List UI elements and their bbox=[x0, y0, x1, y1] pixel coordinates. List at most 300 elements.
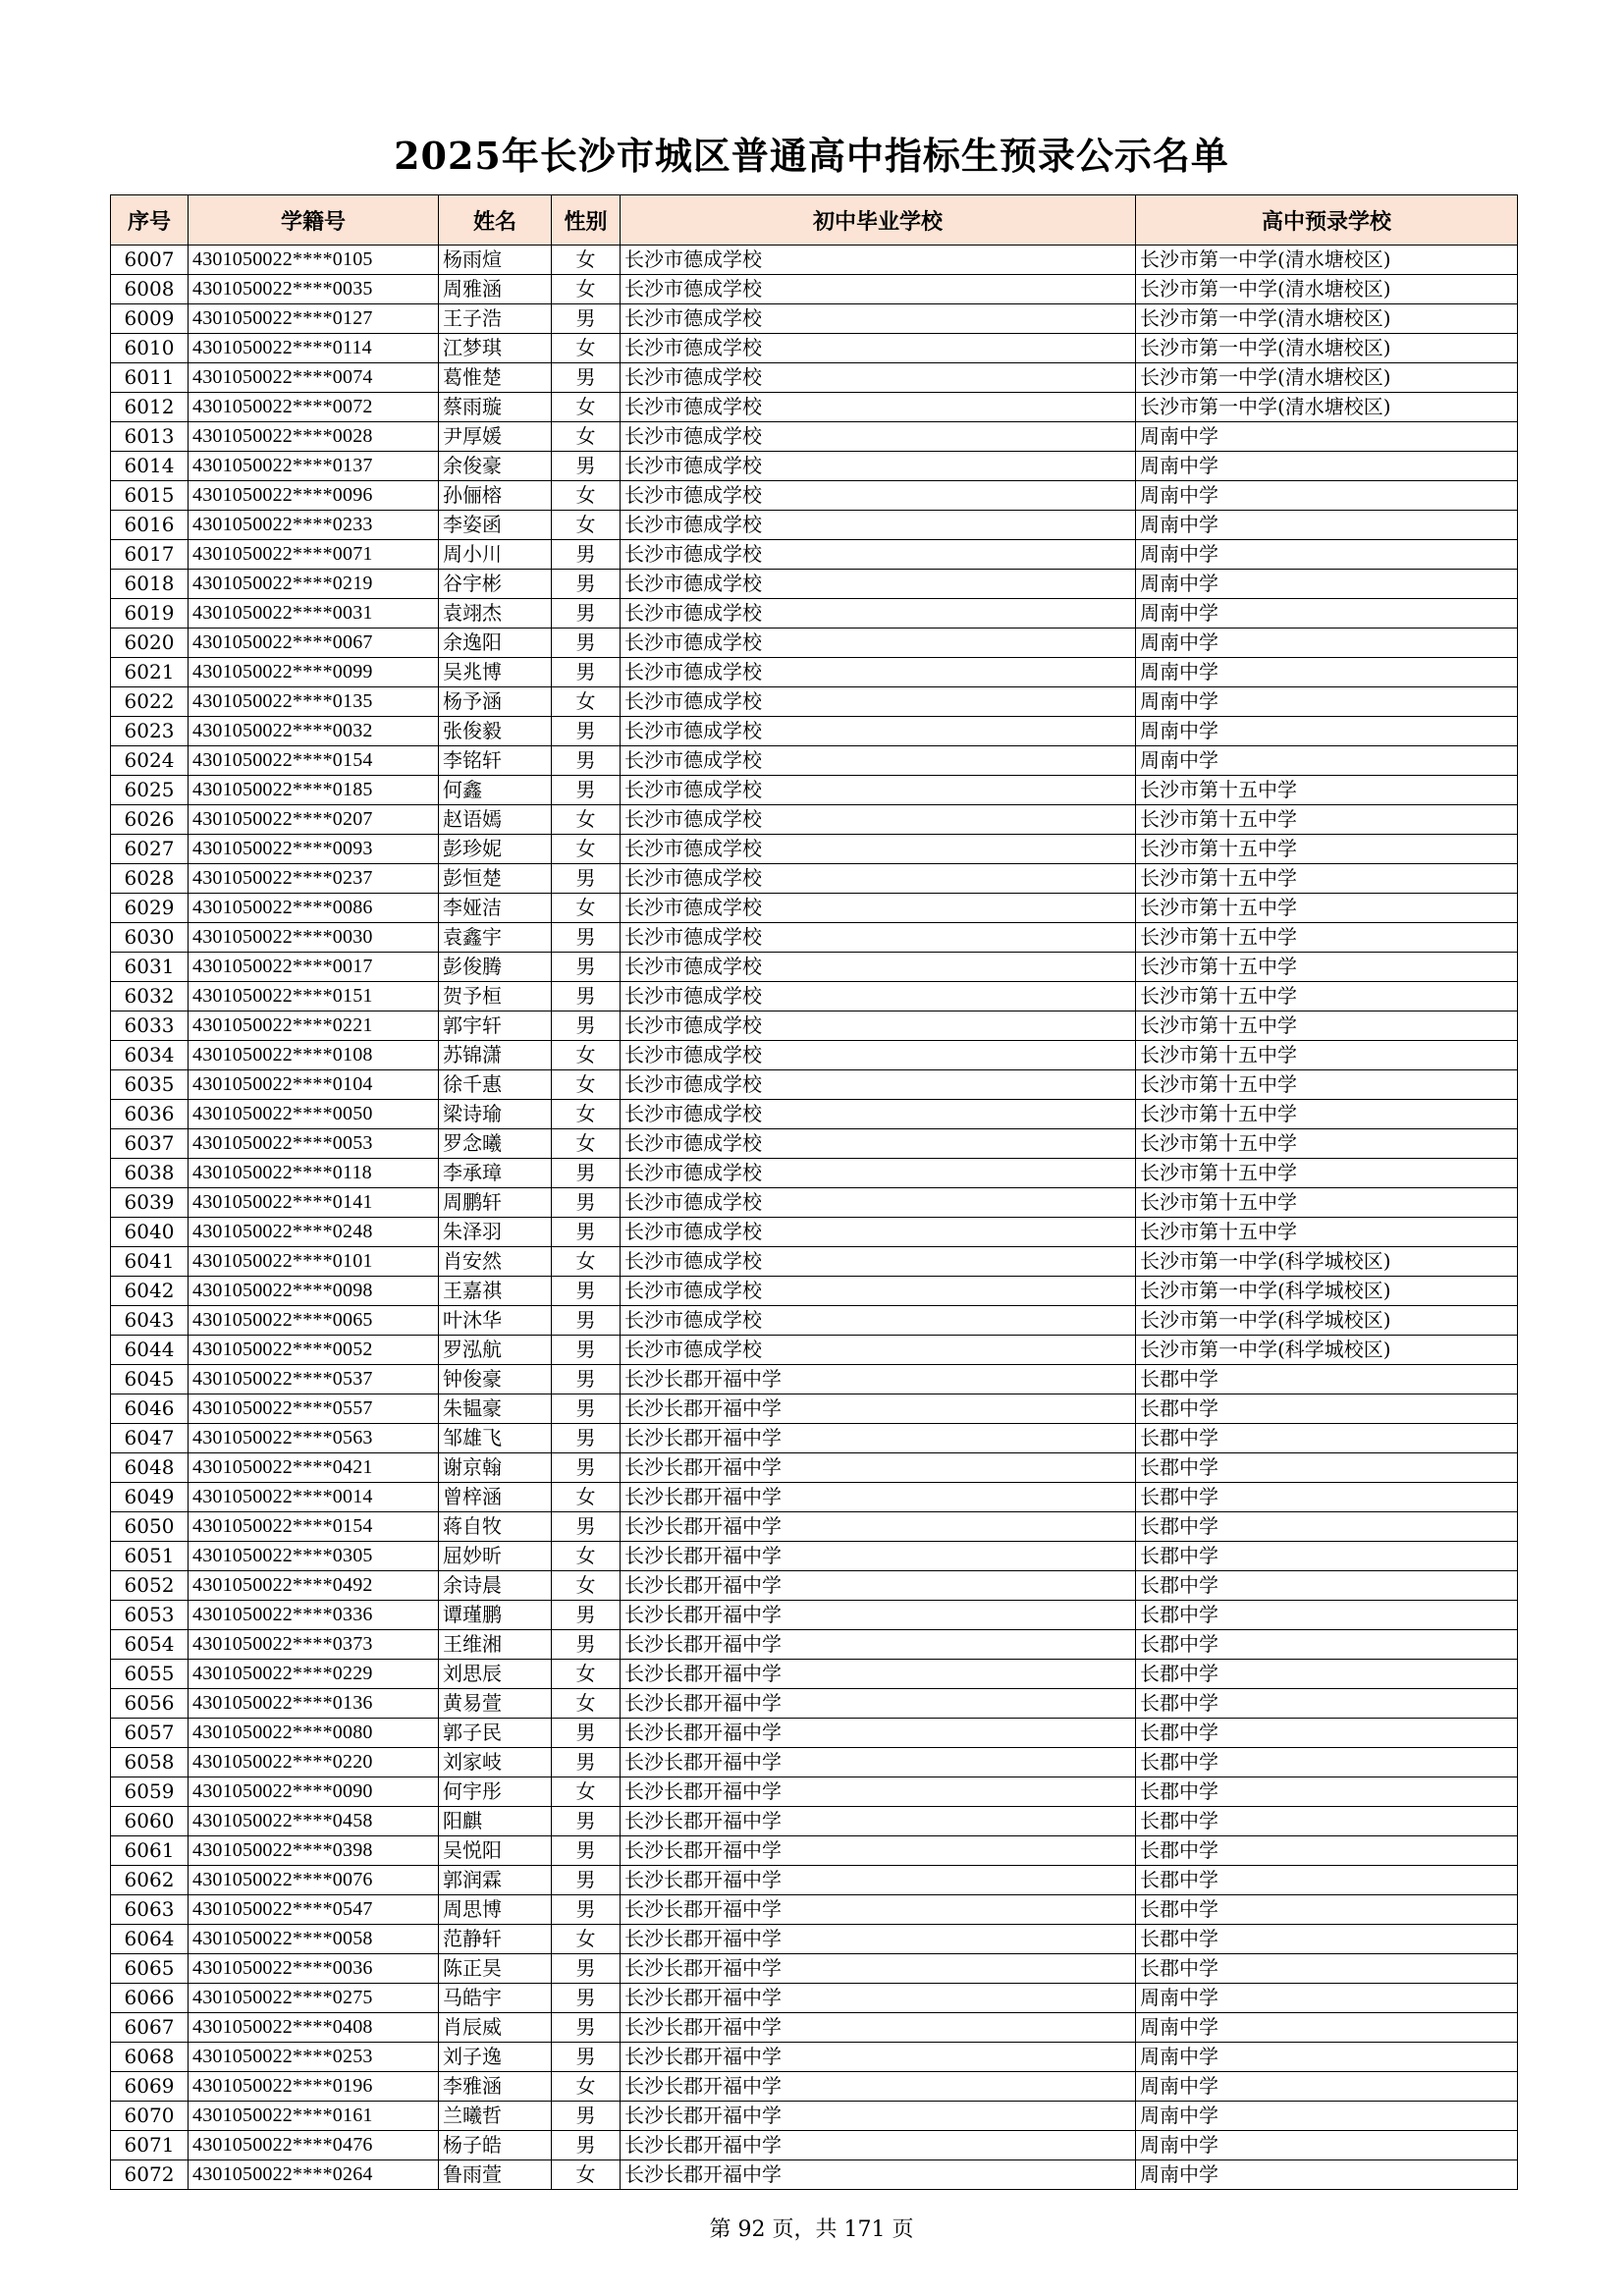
cell-name: 郭润霖 bbox=[439, 1866, 552, 1895]
cell-student-id: 4301050022****0398 bbox=[189, 1836, 439, 1866]
table-row bbox=[111, 2043, 1518, 2072]
cell-junior-school: 长沙市德成学校 bbox=[621, 1218, 1136, 1247]
table-row bbox=[111, 1041, 1518, 1070]
cell-senior-school: 长沙市第一中学(清水塘校区) bbox=[1136, 393, 1518, 422]
cell-gender: 女 bbox=[552, 1129, 621, 1159]
cell-student-id: 4301050022****0557 bbox=[189, 1394, 439, 1424]
cell-student-id: 4301050022****0275 bbox=[189, 1984, 439, 2013]
table-row bbox=[111, 1807, 1518, 1836]
cell-name: 王子浩 bbox=[439, 304, 552, 334]
cell-student-id: 4301050022****0065 bbox=[189, 1306, 439, 1336]
cell-gender: 男 bbox=[552, 1188, 621, 1218]
cell-seq: 6028 bbox=[111, 864, 189, 894]
cell-seq: 6026 bbox=[111, 805, 189, 835]
cell-student-id: 4301050022****0074 bbox=[189, 363, 439, 393]
cell-name: 徐千惠 bbox=[439, 1070, 552, 1100]
cell-senior-school: 长沙市第十五中学 bbox=[1136, 835, 1518, 864]
cell-senior-school: 周南中学 bbox=[1136, 2013, 1518, 2043]
cell-senior-school: 长沙市第十五中学 bbox=[1136, 805, 1518, 835]
cell-seq: 6014 bbox=[111, 452, 189, 481]
cell-gender: 男 bbox=[552, 452, 621, 481]
cell-gender: 女 bbox=[552, 1041, 621, 1070]
cell-gender: 男 bbox=[552, 2131, 621, 2160]
cell-name: 谭瑾鹏 bbox=[439, 1601, 552, 1630]
cell-gender: 男 bbox=[552, 570, 621, 599]
table-row bbox=[111, 835, 1518, 864]
cell-name: 彭珍妮 bbox=[439, 835, 552, 864]
cell-student-id: 4301050022****0492 bbox=[189, 1571, 439, 1601]
cell-senior-school: 周南中学 bbox=[1136, 2043, 1518, 2072]
cell-seq: 6009 bbox=[111, 304, 189, 334]
cell-junior-school: 长沙市德成学校 bbox=[621, 1277, 1136, 1306]
cell-senior-school: 长郡中学 bbox=[1136, 1748, 1518, 1777]
cell-gender: 男 bbox=[552, 776, 621, 805]
cell-senior-school: 周南中学 bbox=[1136, 2131, 1518, 2160]
table-header bbox=[111, 195, 1518, 246]
table-row bbox=[111, 481, 1518, 511]
cell-senior-school: 长郡中学 bbox=[1136, 1630, 1518, 1660]
cell-student-id: 4301050022****0136 bbox=[189, 1689, 439, 1719]
cell-student-id: 4301050022****0196 bbox=[189, 2072, 439, 2102]
cell-junior-school: 长沙市德成学校 bbox=[621, 511, 1136, 540]
cell-name: 何宇彤 bbox=[439, 1777, 552, 1807]
cell-student-id: 4301050022****0476 bbox=[189, 2131, 439, 2160]
cell-student-id: 4301050022****0036 bbox=[189, 1954, 439, 1984]
cell-gender: 男 bbox=[552, 1336, 621, 1365]
cell-student-id: 4301050022****0563 bbox=[189, 1424, 439, 1453]
cell-seq: 6068 bbox=[111, 2043, 189, 2072]
table-row bbox=[111, 1984, 1518, 2013]
cell-seq: 6038 bbox=[111, 1159, 189, 1188]
cell-junior-school: 长沙市德成学校 bbox=[621, 982, 1136, 1011]
cell-gender: 男 bbox=[552, 599, 621, 629]
cell-junior-school: 长沙市德成学校 bbox=[621, 1247, 1136, 1277]
cell-name: 罗泓航 bbox=[439, 1336, 552, 1365]
cell-junior-school: 长沙长郡开福中学 bbox=[621, 2102, 1136, 2131]
cell-senior-school: 长郡中学 bbox=[1136, 1512, 1518, 1542]
cell-seq: 6062 bbox=[111, 1866, 189, 1895]
cell-junior-school: 长沙长郡开福中学 bbox=[621, 1748, 1136, 1777]
cell-name: 谷宇彬 bbox=[439, 570, 552, 599]
table-row bbox=[111, 1129, 1518, 1159]
cell-senior-school: 长沙市第十五中学 bbox=[1136, 1159, 1518, 1188]
cell-seq: 6039 bbox=[111, 1188, 189, 1218]
cell-name: 杨予涵 bbox=[439, 687, 552, 717]
cell-senior-school: 长沙市第十五中学 bbox=[1136, 1041, 1518, 1070]
cell-junior-school: 长沙市德成学校 bbox=[621, 1129, 1136, 1159]
cell-senior-school: 长沙市第一中学(科学城校区) bbox=[1136, 1336, 1518, 1365]
cell-seq: 6066 bbox=[111, 1984, 189, 2013]
cell-seq: 6054 bbox=[111, 1630, 189, 1660]
cell-senior-school: 周南中学 bbox=[1136, 629, 1518, 658]
table-row bbox=[111, 1689, 1518, 1719]
cell-name: 张俊毅 bbox=[439, 717, 552, 746]
cell-seq: 6069 bbox=[111, 2072, 189, 2102]
cell-senior-school: 长郡中学 bbox=[1136, 1660, 1518, 1689]
cell-junior-school: 长沙长郡开福中学 bbox=[621, 1836, 1136, 1866]
cell-senior-school: 周南中学 bbox=[1136, 481, 1518, 511]
table-row bbox=[111, 864, 1518, 894]
cell-student-id: 4301050022****0336 bbox=[189, 1601, 439, 1630]
cell-senior-school: 长沙市第十五中学 bbox=[1136, 982, 1518, 1011]
cell-senior-school: 长郡中学 bbox=[1136, 1453, 1518, 1483]
cell-name: 彭恒楚 bbox=[439, 864, 552, 894]
cell-seq: 6032 bbox=[111, 982, 189, 1011]
cell-seq: 6065 bbox=[111, 1954, 189, 1984]
table-row bbox=[111, 1306, 1518, 1336]
cell-seq: 6058 bbox=[111, 1748, 189, 1777]
cell-gender: 男 bbox=[552, 2043, 621, 2072]
cell-senior-school: 长郡中学 bbox=[1136, 1483, 1518, 1512]
table-row bbox=[111, 1542, 1518, 1571]
cell-seq: 6015 bbox=[111, 481, 189, 511]
cell-senior-school: 周南中学 bbox=[1136, 687, 1518, 717]
cell-seq: 6017 bbox=[111, 540, 189, 570]
cell-seq: 6053 bbox=[111, 1601, 189, 1630]
cell-gender: 男 bbox=[552, 2102, 621, 2131]
cell-name: 钟俊豪 bbox=[439, 1365, 552, 1394]
cell-junior-school: 长沙长郡开福中学 bbox=[621, 1895, 1136, 1925]
table-row bbox=[111, 1836, 1518, 1866]
cell-name: 贺予桓 bbox=[439, 982, 552, 1011]
cell-name: 屈妙昕 bbox=[439, 1542, 552, 1571]
table-row bbox=[111, 1394, 1518, 1424]
cell-senior-school: 长沙市第十五中学 bbox=[1136, 1100, 1518, 1129]
cell-gender: 女 bbox=[552, 835, 621, 864]
cell-senior-school: 长沙市第十五中学 bbox=[1136, 1218, 1518, 1247]
cell-student-id: 4301050022****0050 bbox=[189, 1100, 439, 1129]
cell-senior-school: 周南中学 bbox=[1136, 570, 1518, 599]
cell-name: 范静轩 bbox=[439, 1925, 552, 1954]
table-row bbox=[111, 658, 1518, 687]
cell-gender: 女 bbox=[552, 246, 621, 275]
cell-seq: 6021 bbox=[111, 658, 189, 687]
cell-name: 肖安然 bbox=[439, 1247, 552, 1277]
cell-name: 曾梓涵 bbox=[439, 1483, 552, 1512]
cell-student-id: 4301050022****0086 bbox=[189, 894, 439, 923]
cell-junior-school: 长沙长郡开福中学 bbox=[621, 1954, 1136, 1984]
cell-name: 刘思辰 bbox=[439, 1660, 552, 1689]
cell-seq: 6011 bbox=[111, 363, 189, 393]
cell-junior-school: 长沙长郡开福中学 bbox=[621, 2131, 1136, 2160]
cell-gender: 男 bbox=[552, 1424, 621, 1453]
table-row bbox=[111, 894, 1518, 923]
cell-senior-school: 长沙市第十五中学 bbox=[1136, 1070, 1518, 1100]
cell-senior-school: 长沙市第一中学(科学城校区) bbox=[1136, 1306, 1518, 1336]
cell-name: 余逸阳 bbox=[439, 629, 552, 658]
cell-gender: 男 bbox=[552, 864, 621, 894]
table-row bbox=[111, 246, 1518, 275]
header-row bbox=[111, 195, 1518, 246]
cell-seq: 6063 bbox=[111, 1895, 189, 1925]
cell-gender: 女 bbox=[552, 1247, 621, 1277]
cell-seq: 6018 bbox=[111, 570, 189, 599]
cell-name: 余诗晨 bbox=[439, 1571, 552, 1601]
cell-senior-school: 长郡中学 bbox=[1136, 1394, 1518, 1424]
cell-gender: 男 bbox=[552, 1277, 621, 1306]
cell-junior-school: 长沙市德成学校 bbox=[621, 1306, 1136, 1336]
cell-name: 赵语嫣 bbox=[439, 805, 552, 835]
cell-gender: 女 bbox=[552, 511, 621, 540]
table-row bbox=[111, 570, 1518, 599]
cell-name: 杨雨煊 bbox=[439, 246, 552, 275]
cell-junior-school: 长沙长郡开福中学 bbox=[621, 2160, 1136, 2190]
cell-gender: 男 bbox=[552, 717, 621, 746]
cell-junior-school: 长沙市德成学校 bbox=[621, 275, 1136, 304]
cell-seq: 6043 bbox=[111, 1306, 189, 1336]
cell-student-id: 4301050022****0219 bbox=[189, 570, 439, 599]
cell-junior-school: 长沙长郡开福中学 bbox=[621, 1984, 1136, 2013]
table-row bbox=[111, 923, 1518, 953]
cell-seq: 6007 bbox=[111, 246, 189, 275]
cell-seq: 6064 bbox=[111, 1925, 189, 1954]
cell-gender: 男 bbox=[552, 658, 621, 687]
cell-junior-school: 长沙市德成学校 bbox=[621, 629, 1136, 658]
cell-junior-school: 长沙市德成学校 bbox=[621, 805, 1136, 835]
table-row bbox=[111, 1895, 1518, 1925]
cell-junior-school: 长沙市德成学校 bbox=[621, 363, 1136, 393]
cell-junior-school: 长沙市德成学校 bbox=[621, 540, 1136, 570]
cell-seq: 6027 bbox=[111, 835, 189, 864]
cell-student-id: 4301050022****0547 bbox=[189, 1895, 439, 1925]
table-row bbox=[111, 953, 1518, 982]
cell-student-id: 4301050022****0017 bbox=[189, 953, 439, 982]
cell-name: 陈正昊 bbox=[439, 1954, 552, 1984]
cell-gender: 女 bbox=[552, 1925, 621, 1954]
cell-student-id: 4301050022****0248 bbox=[189, 1218, 439, 1247]
cell-name: 刘家岐 bbox=[439, 1748, 552, 1777]
cell-name: 周思博 bbox=[439, 1895, 552, 1925]
table-row bbox=[111, 511, 1518, 540]
table-row bbox=[111, 422, 1518, 452]
cell-name: 王维湘 bbox=[439, 1630, 552, 1660]
cell-seq: 6050 bbox=[111, 1512, 189, 1542]
cell-seq: 6059 bbox=[111, 1777, 189, 1807]
cell-name: 兰曦哲 bbox=[439, 2102, 552, 2131]
cell-senior-school: 长郡中学 bbox=[1136, 1954, 1518, 1984]
cell-seq: 6041 bbox=[111, 1247, 189, 1277]
cell-name: 孙俪榕 bbox=[439, 481, 552, 511]
cell-senior-school: 周南中学 bbox=[1136, 540, 1518, 570]
table-row bbox=[111, 1571, 1518, 1601]
cell-student-id: 4301050022****0104 bbox=[189, 1070, 439, 1100]
cell-seq: 6013 bbox=[111, 422, 189, 452]
cell-senior-school: 长沙市第十五中学 bbox=[1136, 1129, 1518, 1159]
cell-student-id: 4301050022****0099 bbox=[189, 658, 439, 687]
cell-name: 杨子皓 bbox=[439, 2131, 552, 2160]
table-row bbox=[111, 982, 1518, 1011]
cell-senior-school: 长郡中学 bbox=[1136, 1542, 1518, 1571]
cell-junior-school: 长沙长郡开福中学 bbox=[621, 2043, 1136, 2072]
cell-name: 李雅涵 bbox=[439, 2072, 552, 2102]
cell-gender: 男 bbox=[552, 540, 621, 570]
cell-name: 邹雄飞 bbox=[439, 1424, 552, 1453]
cell-student-id: 4301050022****0220 bbox=[189, 1748, 439, 1777]
cell-name: 吴兆博 bbox=[439, 658, 552, 687]
table-row bbox=[111, 275, 1518, 304]
cell-junior-school: 长沙市德成学校 bbox=[621, 599, 1136, 629]
cell-name: 李娅洁 bbox=[439, 894, 552, 923]
cell-junior-school: 长沙市德成学校 bbox=[621, 334, 1136, 363]
cell-seq: 6031 bbox=[111, 953, 189, 982]
cell-senior-school: 长郡中学 bbox=[1136, 1689, 1518, 1719]
header-student-id: 学籍号 bbox=[189, 195, 439, 246]
table-row bbox=[111, 2102, 1518, 2131]
table-row bbox=[111, 1719, 1518, 1748]
cell-name: 阳麒 bbox=[439, 1807, 552, 1836]
table-row bbox=[111, 746, 1518, 776]
table-row bbox=[111, 1070, 1518, 1100]
cell-seq: 6033 bbox=[111, 1011, 189, 1041]
table-row bbox=[111, 1218, 1518, 1247]
cell-student-id: 4301050022****0264 bbox=[189, 2160, 439, 2190]
cell-gender: 女 bbox=[552, 1100, 621, 1129]
cell-senior-school: 周南中学 bbox=[1136, 452, 1518, 481]
cell-senior-school: 长郡中学 bbox=[1136, 1601, 1518, 1630]
cell-seq: 6049 bbox=[111, 1483, 189, 1512]
cell-senior-school: 周南中学 bbox=[1136, 717, 1518, 746]
cell-junior-school: 长沙市德成学校 bbox=[621, 1070, 1136, 1100]
cell-name: 黄易萱 bbox=[439, 1689, 552, 1719]
cell-senior-school: 长郡中学 bbox=[1136, 1571, 1518, 1601]
cell-seq: 6036 bbox=[111, 1100, 189, 1129]
cell-gender: 男 bbox=[552, 1807, 621, 1836]
cell-senior-school: 长沙市第十五中学 bbox=[1136, 864, 1518, 894]
cell-junior-school: 长沙市德成学校 bbox=[621, 776, 1136, 805]
cell-name: 王嘉祺 bbox=[439, 1277, 552, 1306]
cell-junior-school: 长沙长郡开福中学 bbox=[621, 1630, 1136, 1660]
roster-table bbox=[110, 194, 1518, 2190]
table-row bbox=[111, 2160, 1518, 2190]
cell-student-id: 4301050022****0154 bbox=[189, 1512, 439, 1542]
cell-student-id: 4301050022****0035 bbox=[189, 275, 439, 304]
table-body bbox=[111, 246, 1518, 2190]
table-row bbox=[111, 1483, 1518, 1512]
cell-senior-school: 长沙市第十五中学 bbox=[1136, 1011, 1518, 1041]
cell-gender: 女 bbox=[552, 1571, 621, 1601]
cell-seq: 6046 bbox=[111, 1394, 189, 1424]
cell-student-id: 4301050022****0141 bbox=[189, 1188, 439, 1218]
cell-gender: 男 bbox=[552, 953, 621, 982]
cell-student-id: 4301050022****0105 bbox=[189, 246, 439, 275]
cell-gender: 女 bbox=[552, 1542, 621, 1571]
cell-senior-school: 长郡中学 bbox=[1136, 1777, 1518, 1807]
cell-student-id: 4301050022****0135 bbox=[189, 687, 439, 717]
cell-junior-school: 长沙长郡开福中学 bbox=[621, 2072, 1136, 2102]
cell-seq: 6061 bbox=[111, 1836, 189, 1866]
cell-senior-school: 长沙市第一中学(清水塘校区) bbox=[1136, 275, 1518, 304]
table-row bbox=[111, 1365, 1518, 1394]
cell-seq: 6020 bbox=[111, 629, 189, 658]
cell-gender: 女 bbox=[552, 687, 621, 717]
page-title: 2025年长沙市城区普通高中指标生预录公示名单 bbox=[394, 134, 1229, 178]
table-row bbox=[111, 1777, 1518, 1807]
cell-name: 袁翊杰 bbox=[439, 599, 552, 629]
cell-seq: 6024 bbox=[111, 746, 189, 776]
cell-seq: 6071 bbox=[111, 2131, 189, 2160]
table-row bbox=[111, 363, 1518, 393]
cell-senior-school: 长沙市第一中学(科学城校区) bbox=[1136, 1277, 1518, 1306]
cell-junior-school: 长沙长郡开福中学 bbox=[621, 1424, 1136, 1453]
cell-junior-school: 长沙市德成学校 bbox=[621, 1011, 1136, 1041]
cell-senior-school: 长沙市第一中学(清水塘校区) bbox=[1136, 246, 1518, 275]
cell-gender: 女 bbox=[552, 1660, 621, 1689]
cell-student-id: 4301050022****0137 bbox=[189, 452, 439, 481]
table-row bbox=[111, 1630, 1518, 1660]
table-row bbox=[111, 1748, 1518, 1777]
cell-junior-school: 长沙长郡开福中学 bbox=[621, 1453, 1136, 1483]
cell-gender: 男 bbox=[552, 1394, 621, 1424]
cell-gender: 女 bbox=[552, 1483, 621, 1512]
cell-senior-school: 长沙市第一中学(清水塘校区) bbox=[1136, 304, 1518, 334]
cell-name: 罗念曦 bbox=[439, 1129, 552, 1159]
cell-senior-school: 长沙市第一中学(科学城校区) bbox=[1136, 1247, 1518, 1277]
cell-seq: 6037 bbox=[111, 1129, 189, 1159]
cell-senior-school: 长郡中学 bbox=[1136, 1895, 1518, 1925]
cell-gender: 男 bbox=[552, 629, 621, 658]
cell-name: 彭俊腾 bbox=[439, 953, 552, 982]
cell-student-id: 4301050022****0237 bbox=[189, 864, 439, 894]
cell-junior-school: 长沙长郡开福中学 bbox=[621, 1719, 1136, 1748]
cell-student-id: 4301050022****0233 bbox=[189, 511, 439, 540]
header-gender: 性别 bbox=[552, 195, 621, 246]
cell-name: 蔡雨璇 bbox=[439, 393, 552, 422]
cell-senior-school: 周南中学 bbox=[1136, 2072, 1518, 2102]
table-row bbox=[111, 629, 1518, 658]
table-row bbox=[111, 2013, 1518, 2043]
cell-senior-school: 长郡中学 bbox=[1136, 1365, 1518, 1394]
cell-junior-school: 长沙市德成学校 bbox=[621, 658, 1136, 687]
cell-seq: 6034 bbox=[111, 1041, 189, 1070]
cell-name: 李铭轩 bbox=[439, 746, 552, 776]
cell-junior-school: 长沙长郡开福中学 bbox=[621, 1660, 1136, 1689]
header-seq: 序号 bbox=[111, 195, 189, 246]
cell-seq: 6008 bbox=[111, 275, 189, 304]
cell-student-id: 4301050022****0067 bbox=[189, 629, 439, 658]
cell-junior-school: 长沙市德成学校 bbox=[621, 864, 1136, 894]
cell-junior-school: 长沙市德成学校 bbox=[621, 717, 1136, 746]
cell-student-id: 4301050022****0253 bbox=[189, 2043, 439, 2072]
cell-senior-school: 长郡中学 bbox=[1136, 1719, 1518, 1748]
cell-seq: 6029 bbox=[111, 894, 189, 923]
table-row bbox=[111, 805, 1518, 835]
cell-gender: 女 bbox=[552, 1070, 621, 1100]
table-row bbox=[111, 687, 1518, 717]
cell-student-id: 4301050022****0127 bbox=[189, 304, 439, 334]
cell-seq: 6040 bbox=[111, 1218, 189, 1247]
cell-name: 何鑫 bbox=[439, 776, 552, 805]
cell-seq: 6055 bbox=[111, 1660, 189, 1689]
cell-gender: 男 bbox=[552, 1365, 621, 1394]
cell-seq: 6060 bbox=[111, 1807, 189, 1836]
cell-student-id: 4301050022****0053 bbox=[189, 1129, 439, 1159]
cell-gender: 男 bbox=[552, 1512, 621, 1542]
cell-gender: 女 bbox=[552, 805, 621, 835]
cell-junior-school: 长沙市德成学校 bbox=[621, 923, 1136, 953]
cell-gender: 女 bbox=[552, 393, 621, 422]
cell-senior-school: 长沙市第十五中学 bbox=[1136, 894, 1518, 923]
cell-junior-school: 长沙市德成学校 bbox=[621, 246, 1136, 275]
cell-student-id: 4301050022****0408 bbox=[189, 2013, 439, 2043]
table-row bbox=[111, 1512, 1518, 1542]
table-row bbox=[111, 1660, 1518, 1689]
cell-name: 叶沐华 bbox=[439, 1306, 552, 1336]
cell-name: 刘子逸 bbox=[439, 2043, 552, 2072]
cell-junior-school: 长沙市德成学校 bbox=[621, 1336, 1136, 1365]
cell-student-id: 4301050022****0072 bbox=[189, 393, 439, 422]
cell-name: 江梦琪 bbox=[439, 334, 552, 363]
cell-student-id: 4301050022****0229 bbox=[189, 1660, 439, 1689]
